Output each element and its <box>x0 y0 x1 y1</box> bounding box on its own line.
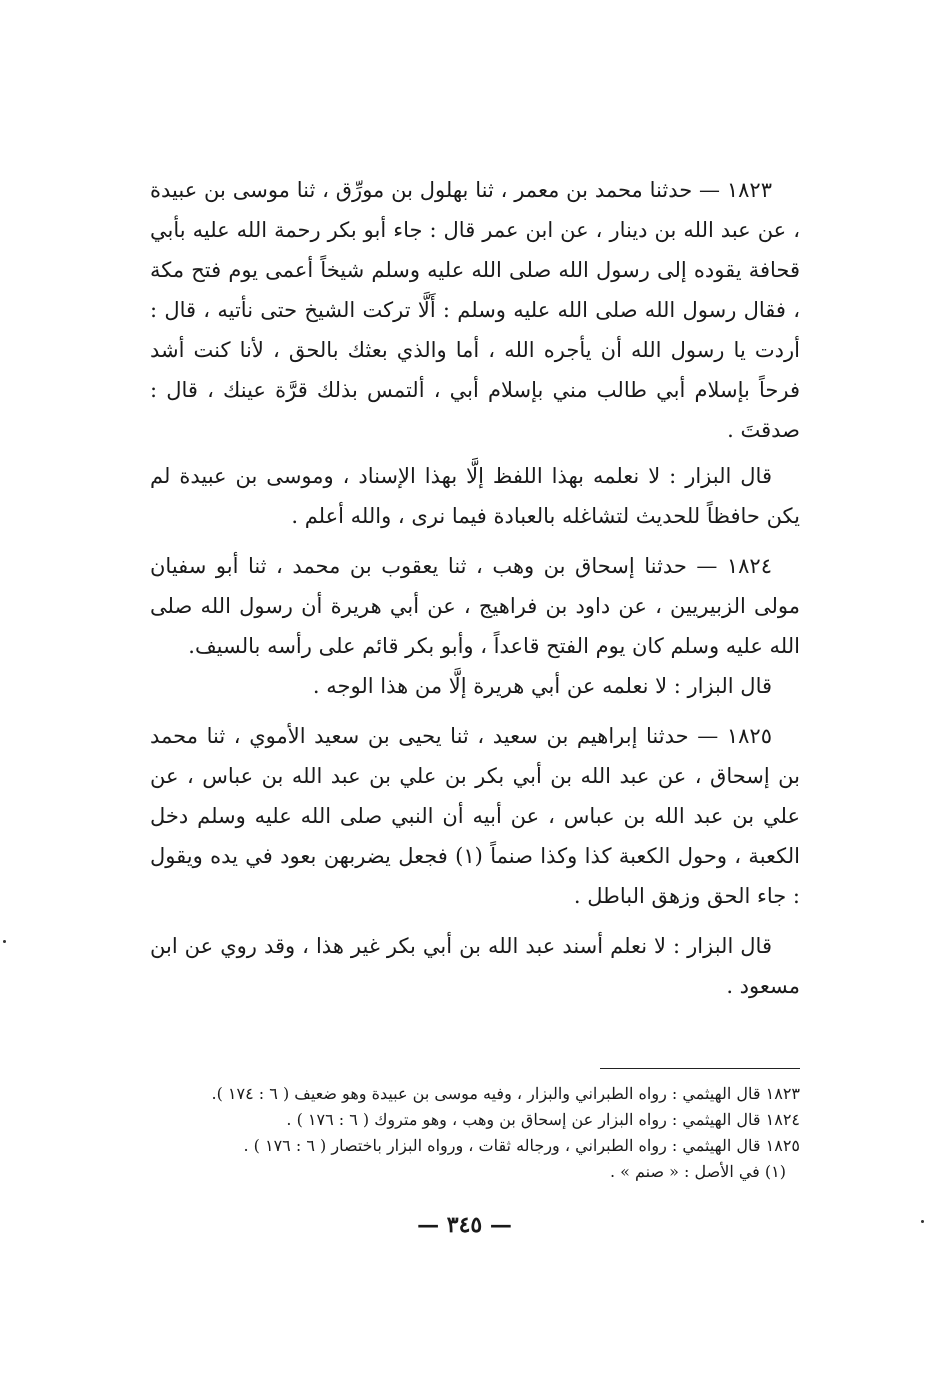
bazzar-comment-1823: قال البزار : لا نعلمه بهذا اللفظ إلَّا بهذا الإسناد ، وموسى بن عبيدة لم يكن حافظاً للحديث لتشاغله بالعبادة فيما نرى ، والله أعلم . <box>150 464 800 528</box>
bazzar-comment-1824: قال البزار : لا نعلمه عن أبي هريرة إلَّا من هذا الوجه . <box>312 674 772 698</box>
footnote-1824: ١٨٢٤ قال الهيثمي : رواه البزار عن إسحاق بن وهب ، وهو متروك ( ٦ : ١٧٦ ) . <box>286 1110 800 1129</box>
footnotes <box>150 1068 800 1185</box>
hadith-1823: ١٨٢٣ — حدثنا محمد بن معمر ، ثنا بهلول بن مورِّق ، ثنا موسى بن عبيدة ، عن عبد الله بن دينار ، عن ابن عمر قال : جاء أبو بكر رحمة الله عليه بأبي قحافة يقوده إلى رسول الله صلى الله عليه وسلم شيخاً أعمى يوم فتح مكة ، فقال رسول الله صلى الله عليه وسلم : أَلَّا تركت الشيخ حتى نأتيه ، قال : أردت يا رسول الله أن يأجره الله ، أما والذي بعثك بالحق ، لأنا كنت أشد فرحاً بإسلام أبي طالب مني بإسلام أبي ، ألتمس بذلك قرَّة عينك ، قال : صدقتَ . <box>150 178 800 442</box>
bazzar-comment-1825: قال البزار : لا نعلم أسند عبد الله بن أبي بكر غير هذا ، وقد روي عن ابن مسعود . <box>150 934 800 998</box>
footnote-rule <box>600 1068 800 1069</box>
scan-speck <box>3 940 6 943</box>
scan-speck <box>921 1220 924 1223</box>
hadith-1824: ١٨٢٤ — حدثنا إسحاق بن وهب ، ثنا يعقوب بن محمد ، ثنا أبو سفيان مولى الزبيريين ، عن داود بن فراهيج ، عن أبي هريرة أن رسول الله صلى الله عليه وسلم كان يوم الفتح قاعداً ، وأبو بكر قائم على رأسه بالسيف. <box>150 554 800 658</box>
page-number-area <box>0 1212 929 1238</box>
footnote-1: (١) في الأصل : « صنم » . <box>609 1162 786 1181</box>
page-number: — ٣٤٥ — <box>417 1212 512 1238</box>
footnote-1823: ١٨٢٣ قال الهيثمي : رواه الطبراني والبزار ، وفيه موسى بن عبيدة وهو ضعيف ( ٦ : ١٧٤ ). <box>211 1084 800 1103</box>
hadith-1825: ١٨٢٥ — حدثنا إبراهيم بن سعيد ، ثنا يحيى بن سعيد الأموي ، ثنا محمد بن إسحاق ، عن عبد الله بن أبي بكر بن علي بن عبد الله بن عباس ، عن علي بن عبد الله بن عباس ، عن أبيه أن النبي صلى الله عليه وسلم دخل الكعبة ، وحول الكعبة كذا وكذا صنماً (١) فجعل يضربهن بعود في يده ويقول : جاء الحق وزهق الباطل . <box>150 724 800 908</box>
main-text <box>150 170 800 1012</box>
footnote-1825: ١٨٢٥ قال الهيثمي : رواه الطبراني ، ورجاله ثقات ، ورواه البزار باختصار ( ٦ : ١٧٦ ) . <box>243 1136 800 1155</box>
